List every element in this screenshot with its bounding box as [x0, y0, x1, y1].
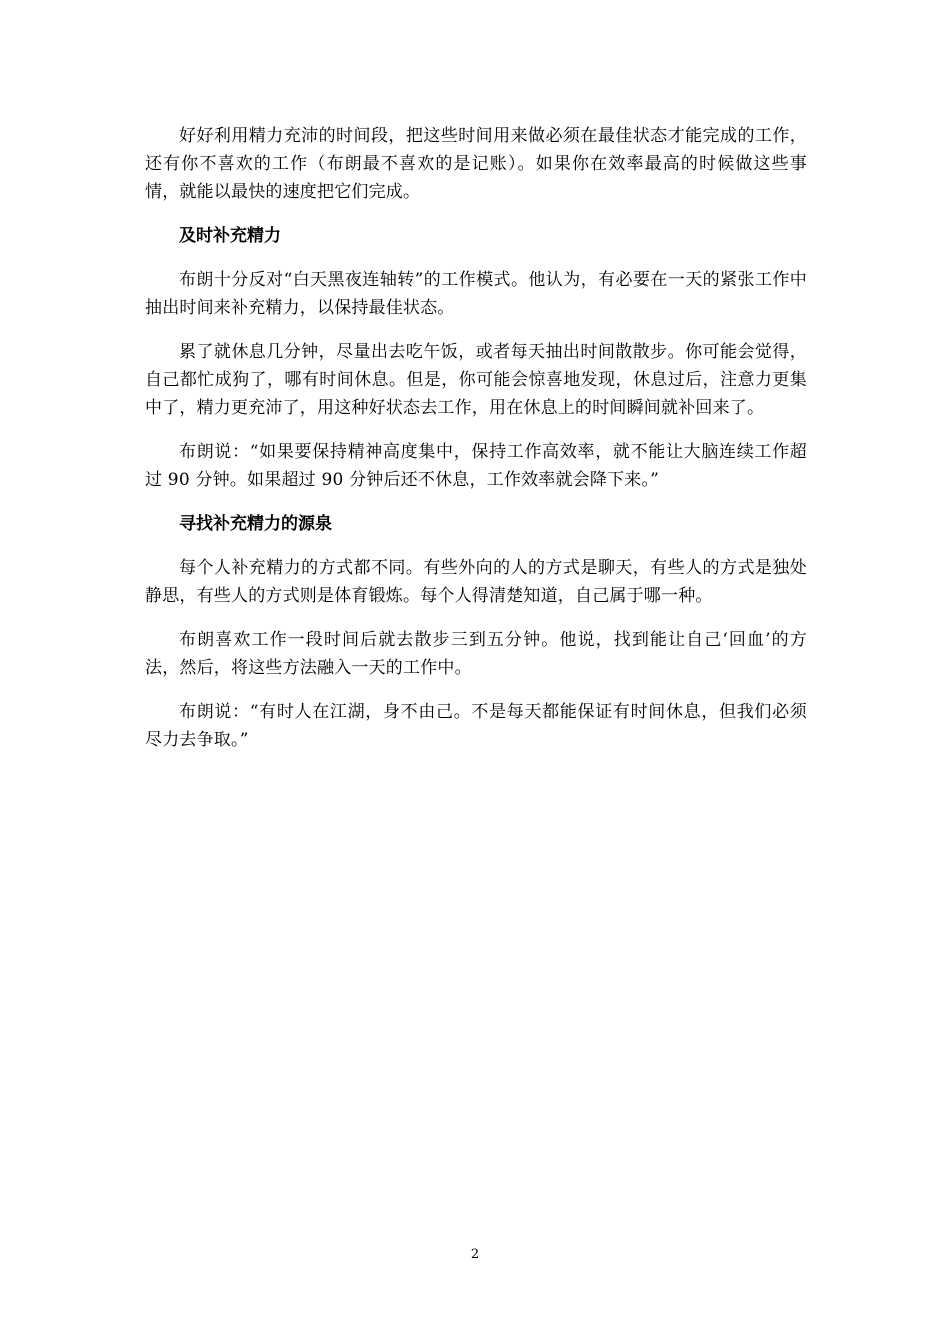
section-heading: 寻找补充精力的源泉 [179, 514, 332, 534]
paragraph: 好好利用精力充沛的时间段，把这些时间用来做必须在最佳状态才能完成的工作，还有你不喜欢的工作（布朗最不喜欢的是记账）。如果你在效率最高的时候做这些事情，就能以最快的速度把它们完成。 [145, 126, 807, 202]
paragraph: 累了就休息几分钟，尽量出去吃午饭，或者每天抽出时间散散步。你可能会觉得，自己都忙成狗了，哪有时间休息。但是，你可能会惊喜地发现，休息过后，注意力更集中了，精力更充沛了，用这种好状态去工作，用在休息上的时间瞬间就补回来了。 [145, 342, 807, 418]
paragraph: 每个人补充精力的方式都不同。有些外向的人的方式是聊天，有些人的方式是独处静思，有些人的方式则是体育锻炼。每个人得清楚知道，自己属于哪一种。 [145, 558, 807, 606]
paragraph: 布朗十分反对“白天黑夜连轴转”的工作模式。他认为，有必要在一天的紧张工作中抽出时间来补充精力，以保持最佳状态。 [145, 270, 807, 318]
paragraph: 布朗说：“如果要保持精神高度集中，保持工作高效率，就不能让大脑连续工作超过 90 分钟。如果超过 90 分钟后还不休息，工作效率就会降下来。” [145, 442, 807, 490]
paragraph: 布朗喜欢工作一段时间后就去散步三到五分钟。他说，找到能让自己‘回血’的方法，然后，将这些方法融入一天的工作中。 [145, 630, 807, 678]
section-heading: 及时补充精力 [179, 226, 281, 246]
document-body [145, 122, 807, 770]
paragraph: 布朗说：“有时人在江湖，身不由己。不是每天都能保证有时间休息，但我们必须尽力去争取。” [145, 702, 807, 750]
page-number: 2 [470, 1247, 480, 1262]
